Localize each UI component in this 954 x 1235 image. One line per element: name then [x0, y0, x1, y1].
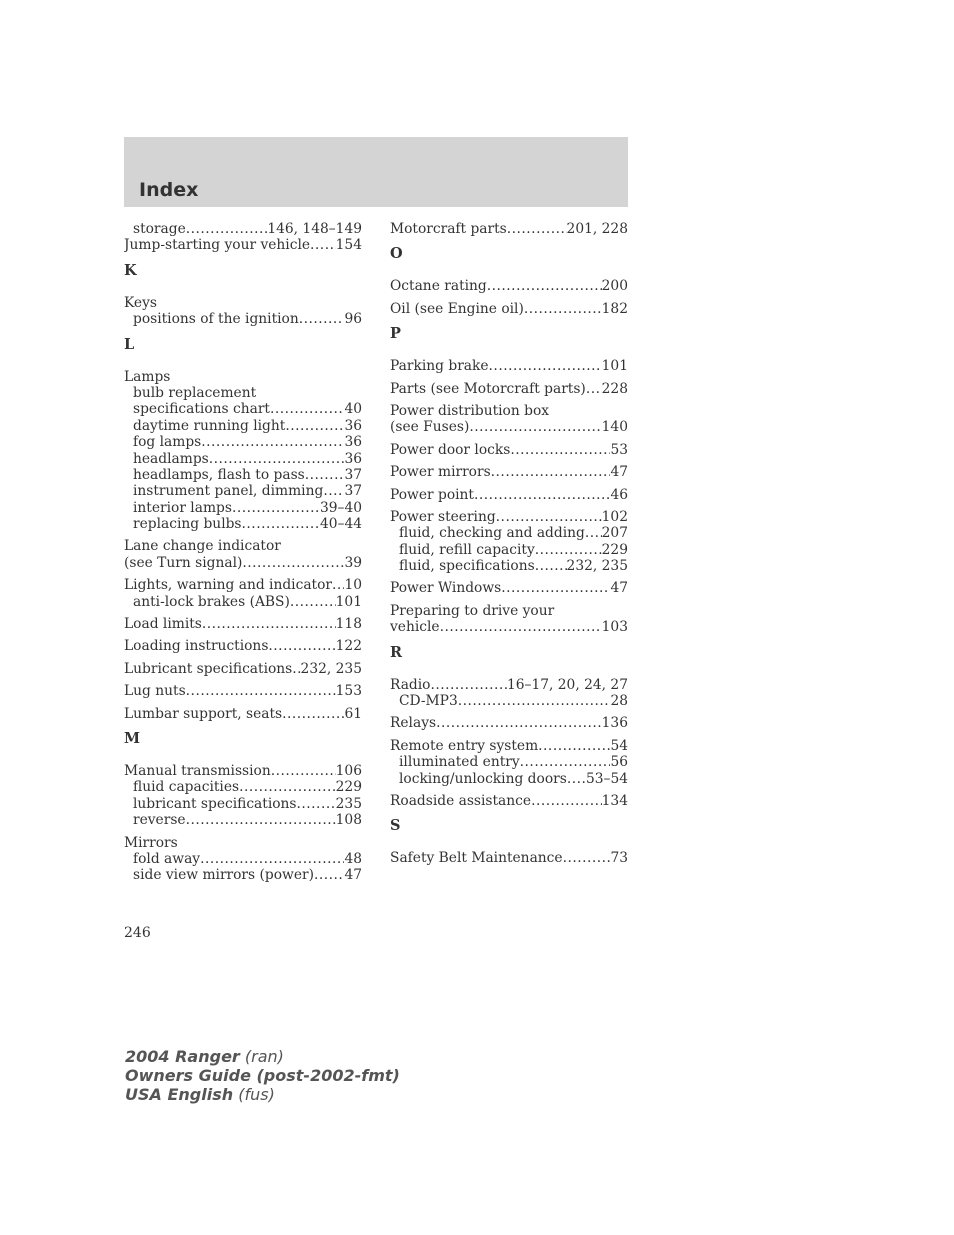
dot-leader — [201, 434, 344, 450]
index-entry-label: (see Turn signal) — [124, 554, 243, 571]
index-entry — [124, 763, 362, 779]
index-letter-heading: R — [390, 643, 403, 661]
index-entry-pages: 54 — [610, 737, 628, 754]
index-entry-pages: 102 — [601, 508, 628, 525]
index-entry-label: storage — [133, 221, 186, 237]
index-entry-pages: 153 — [335, 683, 362, 700]
dot-leader — [270, 401, 344, 417]
dot-leader — [186, 221, 268, 237]
index-entry — [390, 693, 628, 709]
index-letter-heading: M — [124, 729, 141, 747]
index-entry — [124, 401, 362, 417]
index-entry-label: Loading instructions — [124, 638, 269, 655]
index-entry-pages: 48 — [344, 850, 362, 867]
page-number: 246 — [124, 925, 151, 941]
index-entry — [390, 278, 628, 294]
index-entry — [124, 555, 362, 571]
index-entry-pages: 146, 148–149 — [267, 221, 362, 237]
dot-leader — [186, 683, 336, 699]
index-entry-label: CD-MP3 — [399, 693, 458, 710]
index-entry-label: Relays — [390, 715, 437, 732]
index-entry-pages: 201, 228 — [566, 221, 628, 237]
index-entry — [124, 500, 362, 516]
index-entry — [124, 467, 362, 483]
index-entry-label: Lumbar support, seats — [124, 705, 283, 722]
index-entry — [124, 638, 362, 654]
index-entry-label: fluid, refill capacity — [399, 541, 535, 558]
index-entry — [390, 542, 628, 558]
index-entry-pages: 40 — [344, 401, 362, 418]
index-entry — [390, 525, 628, 541]
index-letter-heading: S — [390, 817, 401, 835]
index-entry-label: Remote entry system — [390, 737, 539, 754]
index-entry-pages: 136 — [601, 715, 628, 732]
index-entry-label: illuminated entry — [399, 754, 520, 771]
dot-leader — [585, 525, 602, 541]
index-entry — [390, 381, 628, 397]
index-entry — [124, 451, 362, 467]
index-entry — [124, 311, 362, 327]
dot-leader — [535, 558, 567, 574]
index-entry-label: Load limits — [124, 616, 202, 633]
index-entry-pages: 37 — [344, 466, 362, 483]
index-entry-pages: 36 — [344, 417, 362, 434]
dot-leader — [292, 661, 300, 677]
index-entry-label: Lubricant specifications — [124, 660, 293, 677]
index-entry-pages: 103 — [601, 619, 628, 636]
index-entry-pages: 101 — [335, 593, 362, 610]
index-entry-label: anti-lock brakes (ABS) — [133, 593, 290, 610]
dot-leader — [242, 555, 344, 571]
index-entry — [390, 715, 628, 731]
index-entry-pages: 140 — [601, 419, 628, 436]
index-entry-pages: 28 — [610, 693, 628, 710]
index-entry-label: Safety Belt Maintenance — [390, 850, 563, 867]
index-entry — [390, 754, 628, 770]
index-entry — [124, 661, 362, 677]
index-entry — [390, 619, 628, 635]
index-entry-label: lubricant specifications — [133, 795, 297, 812]
index-entry — [124, 483, 362, 499]
index-entry-pages: 39 — [344, 554, 362, 571]
index-entry-label: Octane rating — [390, 278, 487, 295]
index-letter-heading: P — [390, 325, 401, 343]
index-entry-label: fluid capacities — [133, 779, 240, 796]
index-entry — [124, 577, 362, 593]
index-entry-pages: 108 — [335, 812, 362, 829]
index-entry-label: instrument panel, dimming — [133, 483, 324, 500]
index-entry-heading — [390, 403, 628, 419]
footer-model: 2004 Ranger — [125, 1047, 240, 1066]
index-entry-label: fold away — [133, 850, 201, 867]
index-entry-label: Motorcraft parts — [390, 221, 507, 237]
index-entry — [124, 516, 362, 532]
index-entry-label: headlamps, flash to pass — [133, 466, 305, 483]
dot-leader — [474, 487, 610, 503]
index-entry-label: Keys — [124, 294, 157, 311]
dot-leader — [496, 509, 602, 525]
index-entry — [390, 509, 628, 525]
footer-model-code: (ran) — [244, 1047, 284, 1066]
index-entry — [124, 237, 362, 253]
dot-leader — [323, 483, 344, 499]
index-entry-label: Mirrors — [124, 834, 178, 851]
dot-leader — [458, 693, 611, 709]
document-footer — [125, 1047, 400, 1104]
dot-leader — [299, 311, 345, 327]
index-entry — [390, 677, 628, 693]
index-entry-pages: 36 — [344, 434, 362, 451]
footer-language-code: (fus) — [238, 1085, 275, 1104]
dot-leader — [202, 616, 336, 632]
index-entry-pages: 47 — [344, 867, 362, 884]
index-entry — [390, 301, 628, 317]
index-entry-label: Jump-starting your vehicle — [124, 237, 311, 254]
dot-leader — [531, 793, 602, 809]
dot-leader — [510, 442, 610, 458]
index-entry-pages: 106 — [335, 762, 362, 779]
index-entry-label: (see Fuses) — [390, 419, 470, 436]
index-entry-heading — [390, 603, 628, 619]
dot-leader — [489, 358, 602, 374]
index-entry — [390, 558, 628, 574]
dot-leader — [332, 577, 344, 593]
index-entry-pages: 56 — [610, 754, 628, 771]
index-entry — [124, 851, 362, 867]
index-entry-label: positions of the ignition — [133, 311, 299, 328]
index-entry-heading — [124, 385, 362, 401]
dot-leader — [200, 851, 344, 867]
index-entry-pages: 53 — [610, 441, 628, 458]
index-entry — [390, 850, 628, 866]
index-entry-pages: 96 — [344, 311, 362, 328]
dot-leader — [487, 278, 602, 294]
index-entry-pages: 232, 235 — [300, 660, 362, 677]
index-entry-pages: 207 — [601, 525, 628, 542]
dot-leader — [567, 771, 586, 787]
index-entry-label: specifications chart — [133, 401, 270, 418]
dot-leader — [501, 580, 610, 596]
index-letter-heading: L — [124, 335, 135, 353]
index-entry-heading — [124, 295, 362, 311]
dot-leader — [239, 779, 336, 795]
index-entry-label: Power point — [390, 486, 474, 503]
dot-leader — [430, 677, 507, 693]
index-entry — [124, 221, 362, 237]
index-entry-heading — [124, 835, 362, 851]
index-entry-pages: 47 — [610, 464, 628, 481]
index-column-right — [390, 221, 628, 867]
index-entry — [124, 779, 362, 795]
index-entry-label: Lug nuts — [124, 683, 186, 700]
index-entry-label: Lights, warning and indicator — [124, 577, 332, 594]
dot-leader — [209, 451, 345, 467]
footer-language: USA English — [125, 1085, 234, 1104]
index-entry-label: daytime running light — [133, 417, 286, 434]
dot-leader — [469, 419, 601, 435]
index-entry-pages: 134 — [601, 792, 628, 809]
dot-leader — [186, 812, 336, 828]
index-entry-heading — [124, 538, 362, 554]
dot-leader — [538, 738, 610, 754]
index-entry-pages: 73 — [610, 850, 628, 867]
index-letter-heading: K — [124, 261, 137, 279]
index-entry-label: fog lamps — [133, 434, 202, 451]
index-entry — [390, 419, 628, 435]
index-entry-pages: 36 — [344, 450, 362, 467]
index-entry-pages: 40–44 — [319, 516, 362, 533]
index-entry — [390, 358, 628, 374]
index-entry — [124, 796, 362, 812]
index-letter-heading: O — [390, 245, 403, 263]
index-entry-pages: 229 — [335, 779, 362, 796]
dot-leader — [297, 796, 336, 812]
index-entry — [124, 434, 362, 450]
index-entry — [124, 867, 362, 883]
index-entry-pages: 235 — [335, 795, 362, 812]
index-entry — [390, 771, 628, 787]
index-entry-pages: 37 — [344, 483, 362, 500]
index-entry-label: side view mirrors (power) — [133, 867, 314, 884]
index-entry-label: Power distribution box — [390, 402, 550, 419]
index-entry-pages: 122 — [335, 638, 362, 655]
index-entry — [124, 594, 362, 610]
dot-leader — [535, 542, 602, 558]
dot-leader — [563, 850, 611, 866]
index-entry-pages: 39–40 — [319, 499, 362, 516]
index-entry — [124, 812, 362, 828]
index-entry-pages: 229 — [601, 541, 628, 558]
index-entry-label: replacing bulbs — [133, 516, 242, 533]
dot-leader — [520, 754, 611, 770]
index-entry-label: Power mirrors — [390, 464, 491, 481]
index-entry — [124, 616, 362, 632]
index-entry-label: Manual transmission — [124, 762, 271, 779]
index-entry-pages: 47 — [610, 580, 628, 597]
index-entry-pages: 154 — [335, 237, 362, 254]
index-entry-label: interior lamps — [133, 499, 232, 516]
index-entry-pages: 182 — [601, 300, 628, 317]
dot-leader — [282, 706, 344, 722]
index-entry-heading — [124, 369, 362, 385]
index-entry — [124, 706, 362, 722]
dot-leader — [586, 381, 602, 397]
index-header-band — [124, 137, 628, 207]
index-entry-label: Lamps — [124, 368, 171, 385]
index-entry-label: Power door locks — [390, 441, 511, 458]
index-entry-label: Preparing to drive your — [390, 602, 555, 619]
index-entry-label: Roadside assistance — [390, 792, 532, 809]
index-entry-pages: 61 — [344, 705, 362, 722]
index-entry-label: Power steering — [390, 508, 496, 525]
index-entry-pages: 10 — [344, 577, 362, 594]
dot-leader — [314, 867, 344, 883]
index-entry — [390, 221, 628, 237]
index-entry-pages: 232, 235 — [566, 558, 628, 575]
page-title: Index — [139, 179, 199, 201]
index-entry-label: bulb replacement — [133, 384, 257, 401]
dot-leader — [524, 301, 602, 317]
dot-leader — [440, 619, 602, 635]
index-entry-pages: 228 — [601, 380, 628, 397]
dot-leader — [491, 464, 611, 480]
index-entry — [390, 738, 628, 754]
dot-leader — [271, 763, 336, 779]
dot-leader — [507, 221, 567, 237]
index-entry — [390, 793, 628, 809]
index-entry-label: Lane change indicator — [124, 538, 281, 555]
index-entry-pages: 101 — [601, 358, 628, 375]
index-entry-pages: 200 — [601, 278, 628, 295]
dot-leader — [310, 237, 336, 253]
index-entry-label: Parts (see Motorcraft parts) — [390, 380, 586, 397]
index-entry-label: vehicle — [390, 619, 440, 636]
index-entry-label: Parking brake — [390, 358, 489, 375]
footer-guide: Owners Guide (post-2002-fmt) — [125, 1066, 400, 1085]
index-entry — [390, 464, 628, 480]
index-entry-pages: 16–17, 20, 24, 27 — [507, 676, 628, 693]
index-entry — [390, 487, 628, 503]
index-entry-label: locking/unlocking doors — [399, 770, 567, 787]
index-entry-pages: 118 — [335, 616, 362, 633]
index-entry-label: headlamps — [133, 450, 209, 467]
index-entry-pages: 46 — [610, 486, 628, 503]
index-entry — [124, 683, 362, 699]
index-entry-label: Power Windows — [390, 580, 502, 597]
index-entry-label: reverse — [133, 812, 186, 829]
dot-leader — [242, 516, 320, 532]
index-column-left — [124, 221, 362, 884]
index-entry-label: Radio — [390, 676, 431, 693]
index-entry-label: Oil (see Engine oil) — [390, 300, 524, 317]
index-entry-pages: 53–54 — [585, 770, 628, 787]
dot-leader — [305, 467, 345, 483]
index-entry — [390, 580, 628, 596]
index-entry — [124, 418, 362, 434]
index-entry-label: fluid, checking and adding — [399, 525, 585, 542]
dot-leader — [436, 715, 602, 731]
dot-leader — [268, 638, 335, 654]
dot-leader — [285, 418, 344, 434]
index-entry-label: fluid, specifications — [399, 558, 535, 575]
dot-leader — [290, 594, 336, 610]
dot-leader — [232, 500, 320, 516]
index-entry — [390, 442, 628, 458]
